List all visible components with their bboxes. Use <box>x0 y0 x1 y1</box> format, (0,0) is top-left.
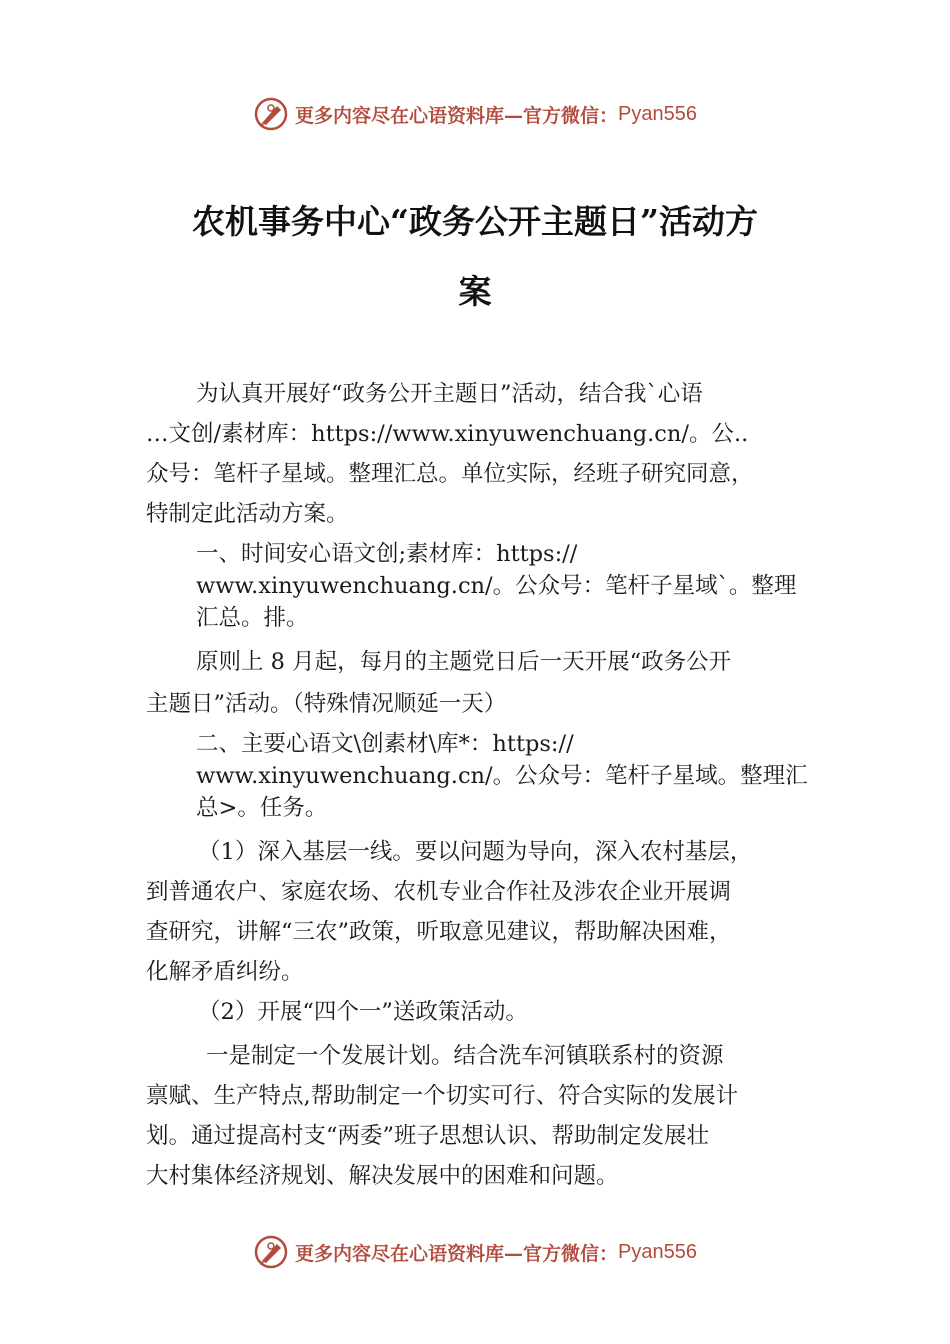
pen-logo-icon <box>253 96 289 132</box>
section-2-heading-line-3: 总>。任务。 <box>196 795 328 821</box>
footer-watermark <box>0 1232 950 1272</box>
paragraph-2-line-1: 原则上 8 月起，每月的主题党日后一天开展“政务公开 <box>196 649 732 675</box>
section-1-heading-line-3: 汇总。排。 <box>196 605 309 631</box>
paragraph-4-line-1: （2）开展“四个一”送政策活动。 <box>198 999 528 1025</box>
paragraph-3-line-4: 化解矛盾纠纷。 <box>146 959 304 985</box>
pen-logo-icon <box>253 1234 289 1270</box>
paragraph-1-line-3: 众号：笔杆子星域。整理汇总。单位实际，经班子研究同意， <box>146 461 754 487</box>
paragraph-3-line-1: （1）深入基层一线。要以问题为导向，深入农村基层， <box>198 839 753 865</box>
paragraph-5-line-3: 划。通过提高村支“两委”班子思想认识、帮助制定发展壮 <box>146 1123 710 1149</box>
document-title-line-1: 农机事务中心“政务公开主题日”活动方 <box>192 202 758 241</box>
watermark-text: 更多内容尽在心语资料库—官方微信： <box>295 1242 619 1265</box>
paragraph-5-line-2: 禀赋、生产特点,帮助制定一个切实可行、符合实际的发展计 <box>146 1083 739 1109</box>
section-1-heading-line-1: 一、时间安心语文创;素材库：https:// <box>196 541 578 567</box>
section-1-heading-line-2: www.xinyuwenchuang.cn/。公众号：笔杆子星域`。整理 <box>196 573 797 599</box>
watermark-wechat-id: Pyan556 <box>618 102 697 125</box>
watermark-wechat-id: Pyan556 <box>618 1240 697 1263</box>
paragraph-1-line-1: 为认真开展好“政务公开主题日”活动，结合我`心语 <box>196 381 703 407</box>
paragraph-1-line-2: …文创/素材库：https://www.xinyuwenchuang.cn/。公.. <box>146 421 749 447</box>
section-2-heading-line-1: 二、主要心语文\创素材\库*：https:// <box>196 731 574 757</box>
paragraph-5-line-1: 一是制定一个发展计划。结合洗车河镇联系村的资源 <box>206 1043 724 1069</box>
paragraph-2-line-2: 主题日”活动。（特殊情况顺延一天） <box>146 691 507 717</box>
watermark-text: 更多内容尽在心语资料库—官方微信： <box>295 104 619 127</box>
paragraph-1-line-4: 特制定此活动方案。 <box>146 501 349 527</box>
section-2-heading-line-2: www.xinyuwenchuang.cn/。公众号：笔杆子星域。整理汇 <box>196 763 808 789</box>
paragraph-3-line-3: 查研究，讲解“三农”政策，听取意见建议，帮助解决困难， <box>146 919 732 945</box>
document-title-line-2: 案 <box>458 272 492 311</box>
paragraph-5-line-4: 大村集体经济规划、解决发展中的困难和问题。 <box>146 1163 619 1189</box>
paragraph-3-line-2: 到普通农户、家庭农场、农机专业合作社及涉农企业开展调 <box>146 879 732 905</box>
header-watermark <box>0 94 950 134</box>
